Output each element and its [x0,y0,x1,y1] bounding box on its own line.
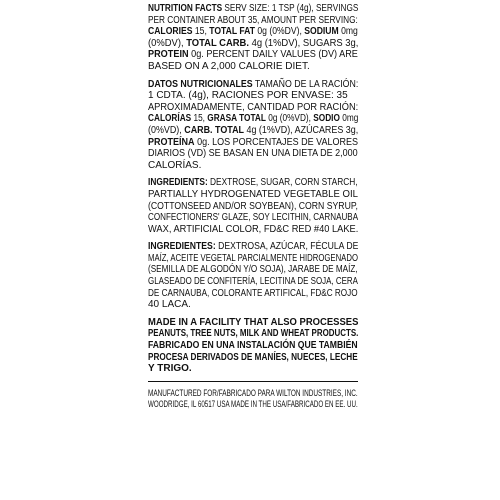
allergen-line: PROCESA DERIVADOS DE MANÍES, NUECES, LECHE [148,351,358,363]
product-label [148,3,358,497]
grasa-total-value: 0g (0%VD), [265,113,314,125]
allergen-line: FABRICADO EN UNA INSTALACIÓN QUE TAMBIÉN [148,340,358,352]
sodio-value: 0mg [339,113,359,125]
allergen-line: MADE IN A FACILITY THAT ALSO PROCESSES [148,316,359,328]
ingredientes-heading: INGREDIENTES: [148,241,216,253]
label-line [148,49,358,61]
total-carb-label: TOTAL CARB. [186,37,249,49]
label-line [148,78,359,91]
label-line [148,177,358,189]
nutrition-facts-english [148,3,358,73]
label-text: (0%DV), [148,37,187,49]
ingredients-english [148,177,358,235]
carb-total-label: CARB. TOTAL [184,124,244,136]
label-line: CONFECTIONERS' GLAZE, SOY LECITHIN, CARNAUBA [148,212,359,224]
label-line: DE CARNAUBA, COLORANTE ARTIFICAL, FD&C ROJO [148,287,358,299]
label-line: CALORÍAS. [148,159,202,171]
label-line: MAÍZ, ACEITE VEGETAL PARCIALMENTE HIDROGENADO [148,252,358,264]
allergen-statement [148,317,358,375]
label-line: 40 LACA. [148,299,191,311]
label-line: PARTIALLY HYDROGENATED VEGETABLE OIL [148,188,358,200]
label-text: TAMAÑO DE LA RACIÓN: [252,78,359,90]
carb-total-value: 4g (1%VD), AZÚCARES 3g, [243,124,359,136]
label-line: 1 CDTA. (4g), RACIONES POR ENVASE: 35 [148,90,348,102]
label-line [148,241,359,253]
ingredients-heading: INGREDIENTS: [148,177,208,189]
divider [148,381,358,382]
label-text: 0g. PERCENT DAILY VALUES (DV) ARE [188,49,358,61]
nutrition-facts-spanish [148,79,358,172]
label-line [148,136,359,149]
total-carb-value: 4g (1%DV), SUGARS 3g, [248,37,359,49]
total-fat-value: 0g (0%DV), [254,26,305,38]
ingredients-spanish [148,241,358,311]
manufacturer-line: WOODRIDGE, IL 60517 USA MADE IN THE USA/FABRICADO EN EE. UU. [148,398,358,409]
sodium-label: SODIUM [304,26,339,38]
label-line [148,113,359,125]
label-line [148,37,359,50]
calories-label: CALORIES [148,26,193,38]
proteina-label: PROTEÍNA [148,136,195,148]
label-text: DEXTROSA, AZÚCAR, FÉCULA DE [215,241,359,253]
datos-nutricionales-heading: DATOS NUTRICIONALES [148,78,253,90]
label-line: (COTTONSEED AND/OR SOYBEAN), CORN SYRUP, [148,200,358,212]
total-fat-label: TOTAL FAT [209,26,255,38]
protein-label: PROTEIN [148,49,189,61]
label-line [148,124,359,137]
calorias-value: 15, [191,113,208,125]
sodium-value: 0mg [338,26,358,38]
calorias-label: CALORÍAS [148,113,192,125]
label-text: 0g. LOS PORCENTAJES DE VALORES [194,136,359,148]
label-line: WAX, ARTIFICIAL COLOR, FD&C RED #40 LAKE. [148,223,359,235]
label-line: GLASEADO DE CONFITERÍA, LECITINA DE SOJA, CERA [148,276,358,288]
label-text: DEXTROSE, SUGAR, CORN STARCH, [207,177,358,189]
sodio-label: SODIO [313,113,340,125]
grasa-total-label: GRASA TOTAL [207,113,266,125]
label-line: APROXIMADAMENTE, CANTIDAD POR RACIÓN: [148,101,359,113]
label-line: DIARIOS (VD) SE BASAN EN UNA DIETA DE 2,000 [148,148,358,160]
label-line: BASED ON A 2,000 CALORIE DIET. [148,60,310,72]
manufacturer-info [148,388,358,410]
allergen-line: Y TRIGO. [148,363,192,375]
label-line [148,3,359,15]
nutrition-facts-heading: NUTRITION FACTS [148,3,223,14]
label-text: SERV SIZE: 1 TSP (4g), SERVINGS [222,3,359,14]
label-line: PER CONTAINER ABOUT 35, AMOUNT PER SERVING: [148,14,358,26]
allergen-line: PEANUTS, TREE NUTS, MILK AND WHEAT PRODUCTS. [148,328,359,340]
label-text: (0%VD), [148,124,185,136]
calories-value: 15, [192,26,210,38]
label-line: (SEMILLA DE ALGODÓN Y/O SOJA), JARABE DE MAÍZ, [148,264,358,276]
label-line [148,26,358,38]
manufacturer-line: MANUFACTURED FOR/FABRICADO PARA WILTON INDUSTRIES, INC. [148,387,358,398]
